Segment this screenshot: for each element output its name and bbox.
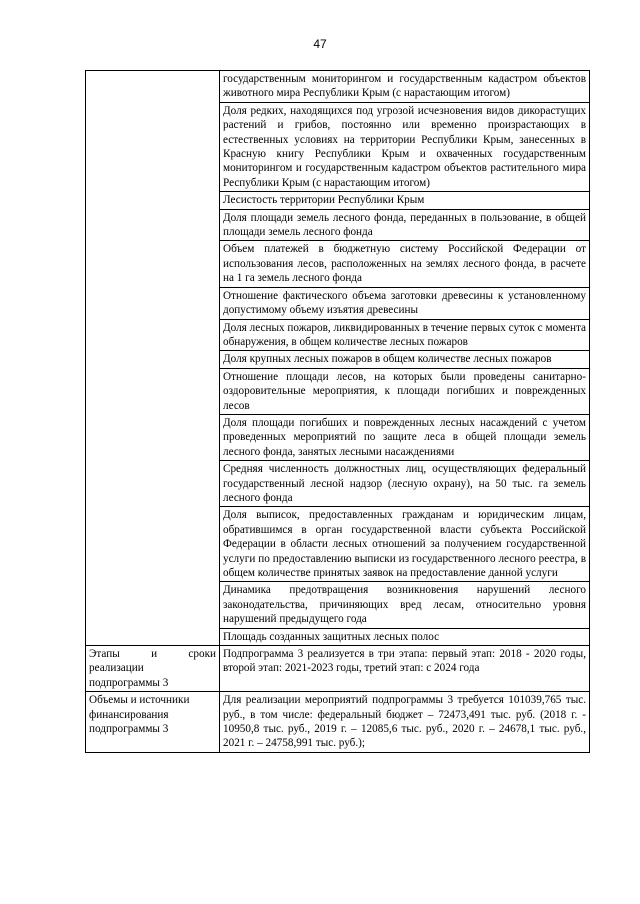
indicator-cell: Отношение фактического объема заготовки древесины к установленному допустимому объему изъятия древесины: [220, 287, 590, 319]
indicator-cell: Доля лесных пожаров, ликвидированных в течение первых суток с момента обнаружения, в общем количестве лесных пожаров: [220, 319, 590, 351]
funding-text: Для реализации мероприятий подпрограммы 3 требуется 101039,765 тыс. руб., в том числе: федеральный бюджет – 72473,491 тыс. руб. (2018 г. - 10950,8 тыс. руб., 2019 г. – 12085,6 тыс. руб., 2020 г. – 24678,1 тыс. руб., 2021 г. – 24758,991 тыс. руб.);: [220, 692, 590, 753]
indicator-cell: Доля площади погибших и поврежденных лесных насаждений с учетом проведенных мероприятий по защите леса в общей площади земель лесного фонда, занятых лесными насаждениями: [220, 414, 590, 460]
indicator-cell: Лесистость территории Республики Крым: [220, 192, 590, 209]
stages-label: Этапы и сроки реализации подпрограммы 3: [86, 646, 220, 692]
indicator-cell: Доля выписок, предоставленных гражданам и юридическим лицам, обратившимся в орган государственной власти субъекта Российской Федерации в области лесных отношений за получением государственной услуги по предоставлению выписки из государственного лесного реестра, в общем количестве принятых заявок на предоставление данной услуги: [220, 507, 590, 582]
indicator-cell: Динамика предотвращения возникновения нарушений лесного законодательства, причиняющих вред лесам, относительно уровня нарушений предыдущего года: [220, 582, 590, 628]
indicator-cell: государственным мониторингом и государственным кадастром объектов животного мира Республики Крым (с нарастающим итогом): [220, 71, 590, 103]
indicator-cell: Доля площади земель лесного фонда, переданных в пользование, в общей площади земель лесного фонда: [220, 209, 590, 241]
stages-text: Подпрограмма 3 реализуется в три этапа: первый этап: 2018 - 2020 годы, второй этап: 2021-2023 годы, третий этап: с 2024 года: [220, 646, 590, 692]
indicator-cell: Средняя численность должностных лиц, осуществляющих федеральный государственный лесной надзор (лесную охрану), на 50 тыс. га земель лесного фонда: [220, 461, 590, 507]
stages-row: [86, 646, 590, 692]
indicator-cell: Доля крупных лесных пожаров в общем количестве лесных пожаров: [220, 351, 590, 368]
blank-label-cell: [86, 71, 220, 646]
funding-row: [86, 692, 590, 753]
indicator-cell: Площадь созданных защитных лесных полос: [220, 628, 590, 645]
page-number: 47: [313, 37, 327, 51]
subprogram-passport-table: [85, 70, 590, 753]
indicator-cell: Отношение площади лесов, на которых были проведены санитарно-оздоровительные мероприятия, к площади погибших и поврежденных лесов: [220, 368, 590, 414]
indicator-cell: Объем платежей в бюджетную систему Российской Федерации от использования лесов, расположенных на землях лесного фонда, в расчете на 1 га земель лесного фонда: [220, 241, 590, 287]
indicator-cell: Доля редких, находящихся под угрозой исчезновения видов дикорастущих растений и грибов, постоянно или временно произрастающих в естественных условиях на территории Республики Крым, занесенных в Красную книгу Республики Крым и охваченных государственным мониторингом и государственным кадастром объектов растительного мира Республики Крым (с нарастающим итогом): [220, 102, 590, 191]
funding-label: Объемы и источники финансирования подпрограммы 3: [86, 692, 220, 753]
table-row: [86, 71, 590, 103]
